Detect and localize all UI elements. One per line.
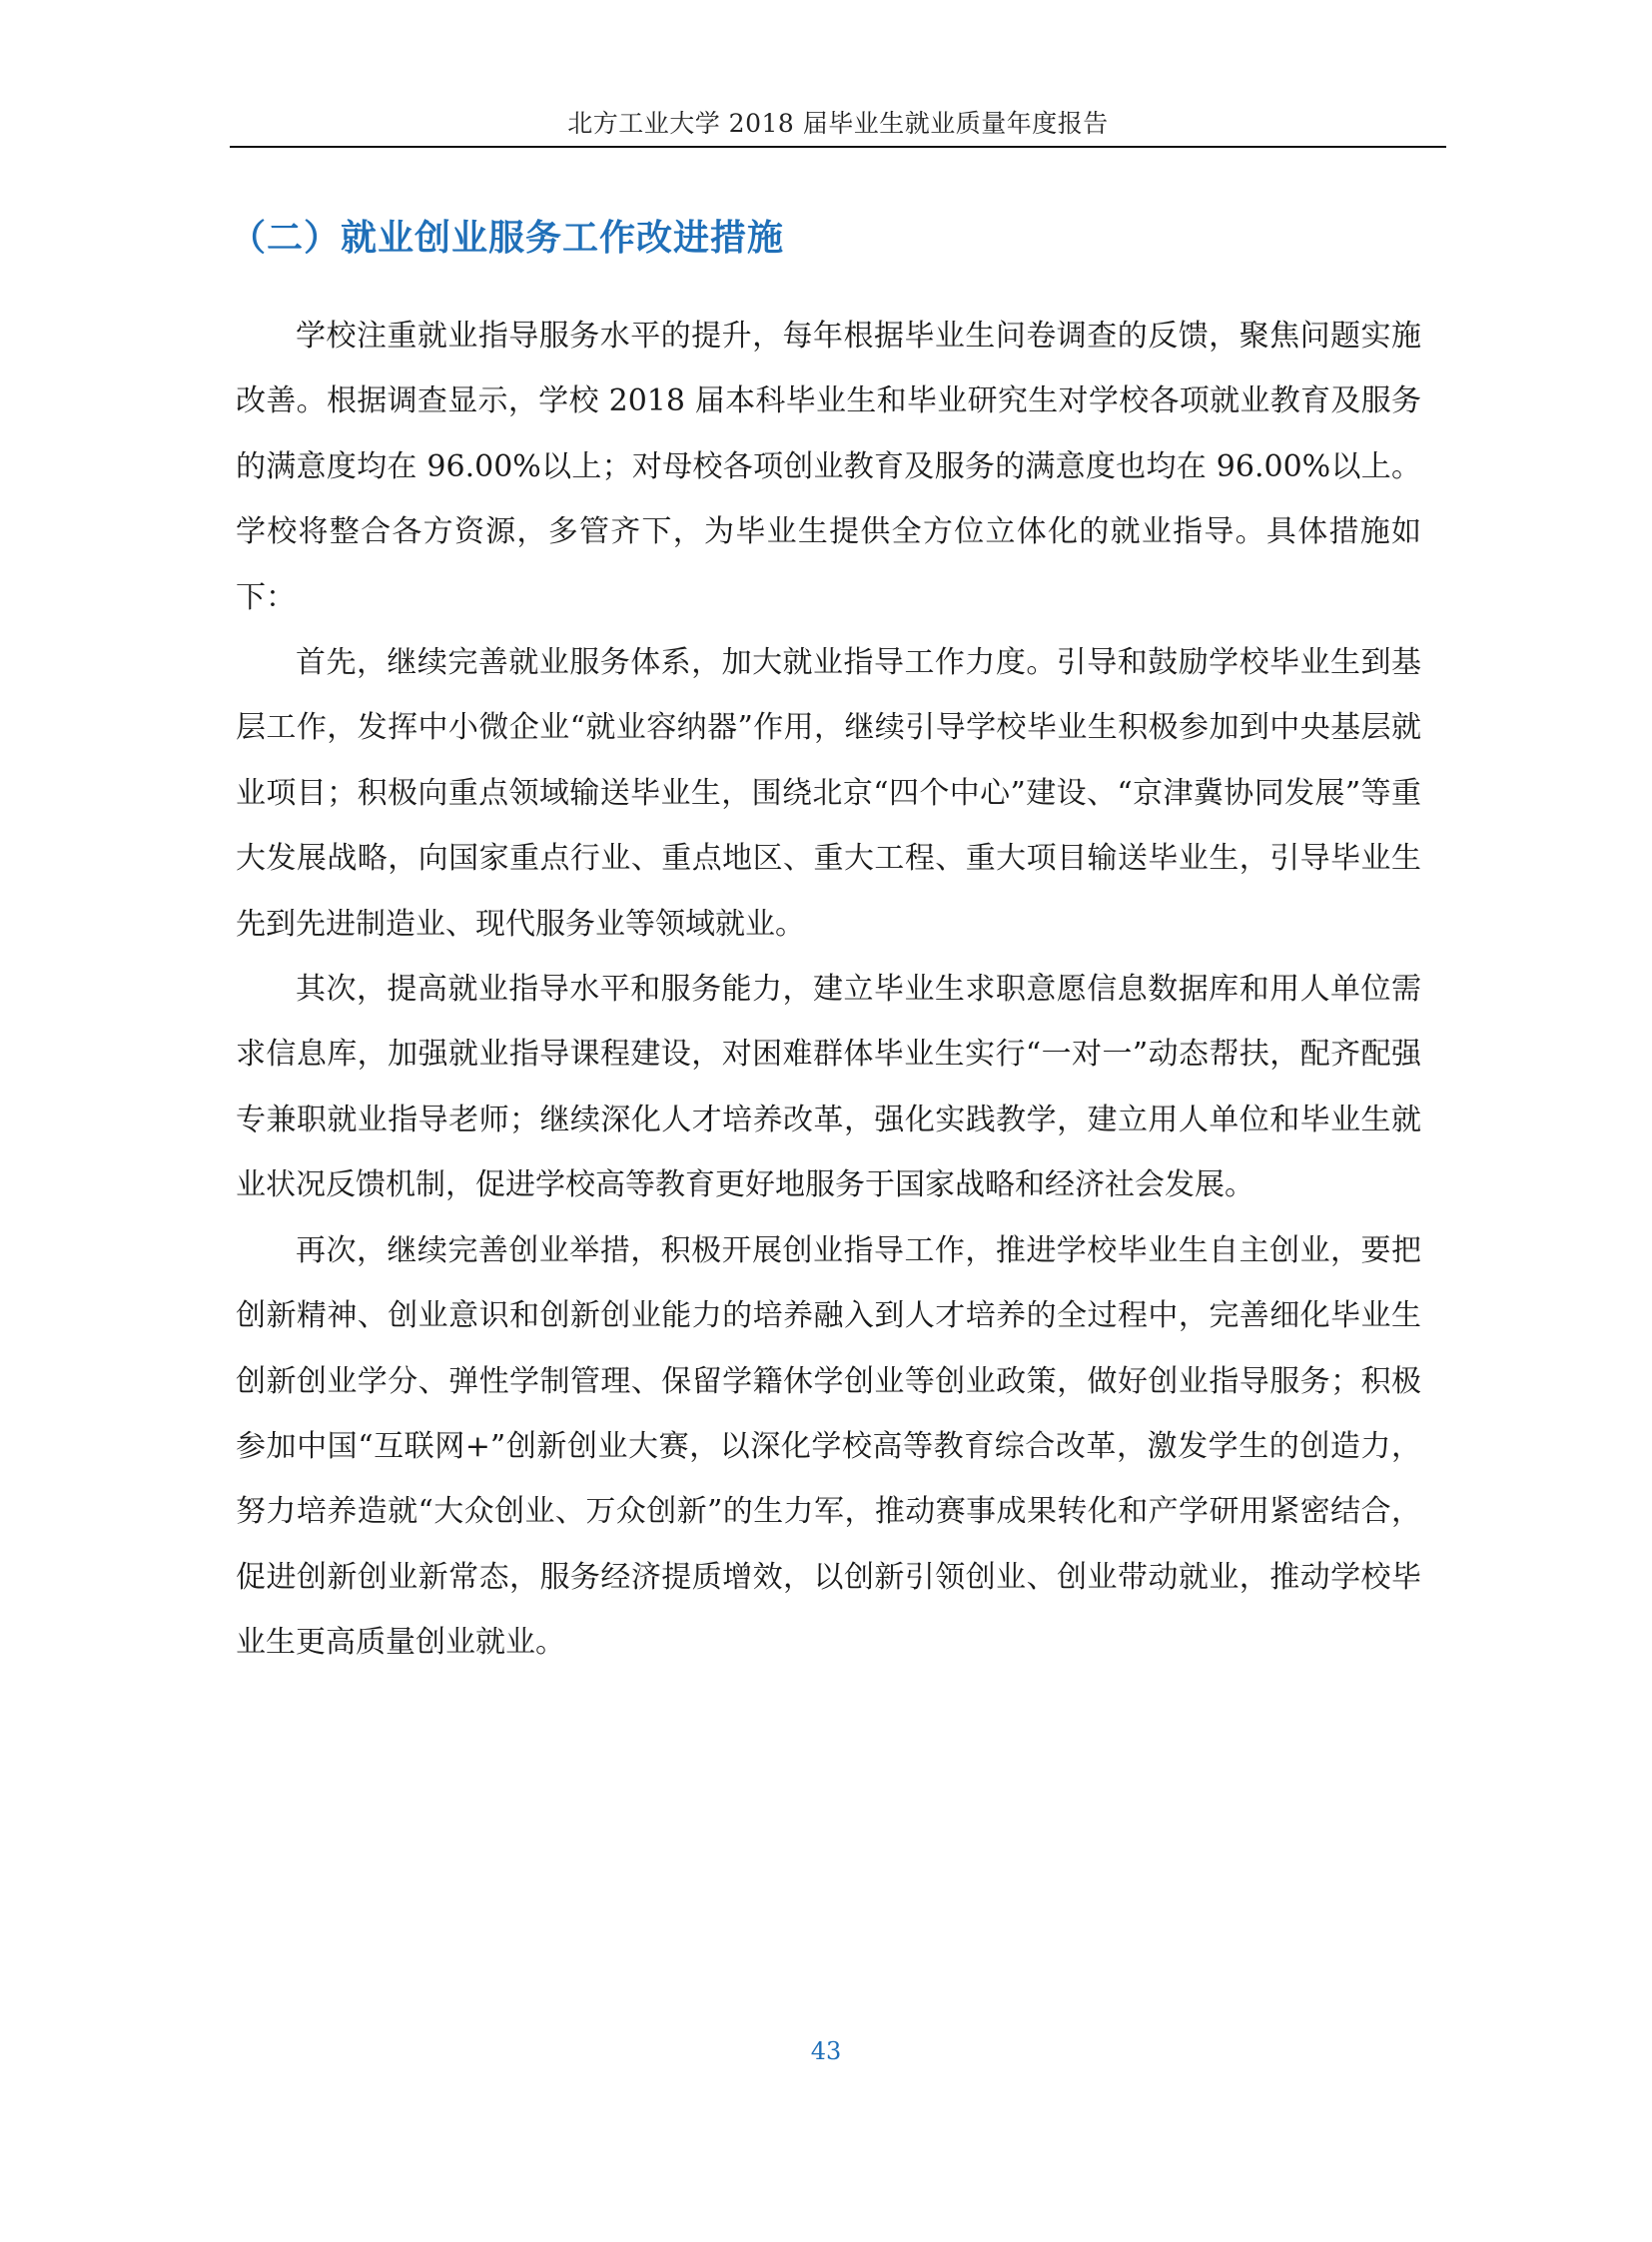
running-header-title: 北方工业大学 2018 届毕业生就业质量年度报告 [567, 109, 1109, 138]
paragraph-second-measure: 其次，提高就业指导水平和服务能力，建立毕业生求职意愿信息数据库和用人单位需求信息库，加强就业指导课程建设，对困难群体毕业生实行“一对一”动态帮扶，配齐配强专兼职就业指导老师；继续深化人才培养改革，强化实践教学，建立用人单位和毕业生就业状况反馈机制，促进学校高等教育更好地服务于国家战略和经济社会发展。 [236, 972, 1421, 1203]
page-number: 43 [810, 2037, 842, 2065]
body-text [236, 304, 1421, 1676]
section-heading: （二）就业创业服务工作改进措施 [230, 218, 785, 259]
header-divider [230, 146, 1446, 148]
paragraph-intro: 学校注重就业指导服务水平的提升，每年根据毕业生问卷调查的反馈，聚焦问题实施改善。根据调查显示，学校 2018 届本科毕业生和毕业研究生对学校各项就业教育及服务的满意度均在 96.00%以上；对母校各项创业教育及服务的满意度也均在 96.00%以上。学校将整合各方资源，多管齐下，为毕业生提供全方位立体化的就业指导。具体措施如下： [236, 319, 1421, 615]
paragraph-third-measure: 再次，继续完善创业举措，积极开展创业指导工作，推进学校毕业生自主创业，要把创新精神、创业意识和创新创业能力的培养融入到人才培养的全过程中，完善细化毕业生创新创业学分、弹性学制管理、保留学籍休学创业等创业政策，做好创业指导服务；积极参加中国“互联网+”创新创业大赛，以深化学校高等教育综合改革，激发学生的创造力，努力培养造就“大众创业、万众创新”的生力军，推动赛事成果转化和产学研用紧密结合，促进创新创业新常态，服务经济提质增效，以创新引领创业、创业带动就业，推动学校毕业生更高质量创业就业。 [236, 1232, 1421, 1661]
paragraph-first-measure: 首先，继续完善就业服务体系，加大就业指导工作力度。引导和鼓励学校毕业生到基层工作，发挥中小微企业“就业容纳器”作用，继续引导学校毕业生积极参加到中央基层就业项目；积极向重点领域输送毕业生，围绕北京“四个中心”建设、“京津冀协同发展”等重大发展战略，向国家重点行业、重点地区、重大工程、重大项目输送毕业生，引导毕业生先到先进制造业、现代服务业等领域就业。 [236, 645, 1421, 942]
